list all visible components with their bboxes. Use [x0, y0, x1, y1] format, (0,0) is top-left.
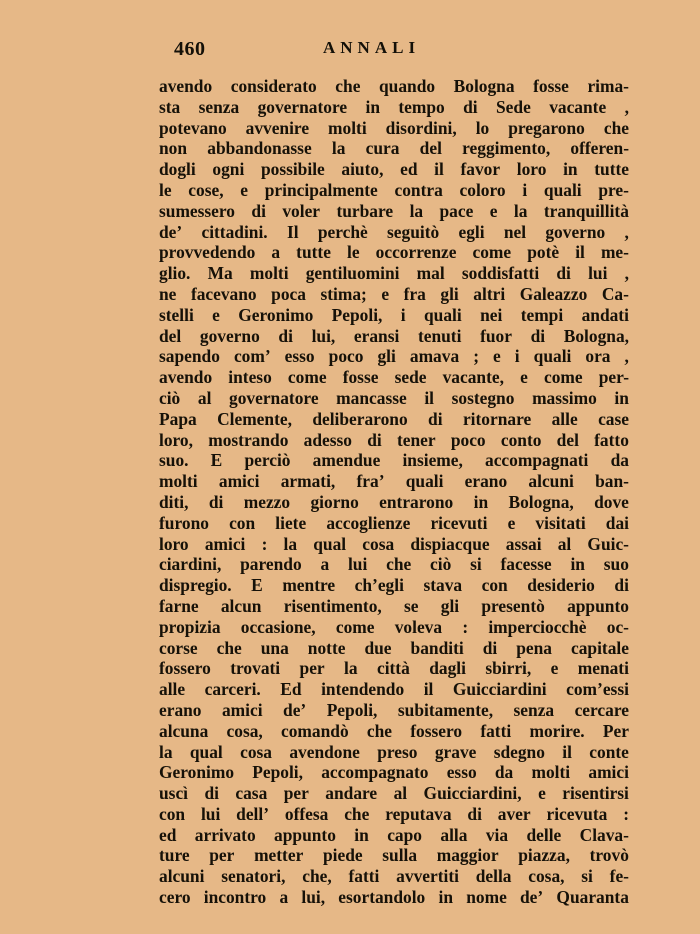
text-line: provvedendo a tutte le occorrenze come potè il me-	[159, 242, 629, 263]
text-line: la qual cosa avendone preso grave sdegno il conte	[159, 741, 629, 762]
text-line: ne facevano poca stima; e fra gli altri Galeazzo Ca-	[159, 283, 629, 304]
text-line: corse che una notte due banditi di pena capitale	[159, 637, 629, 658]
text-line: sta senza governatore in tempo di Sede vacante ,	[159, 96, 629, 117]
text-line: dispregio. E mentre ch’egli stava con desiderio di	[159, 575, 629, 596]
text-line: con lui dell’ offesa che reputava di aver ricevuta :	[159, 803, 629, 824]
text-line: sapendo com’ esso poco gli amava ; e i quali ora ,	[159, 346, 629, 367]
text-line: ciò al governatore mancasse il sostegno massimo in	[159, 387, 629, 408]
text-line: ture per metter piede sulla maggior piazza, trovò	[159, 845, 629, 866]
text-line: molti amici armati, fra’ quali erano alcuni ban-	[159, 471, 629, 492]
text-line: Papa Clemente, deliberarono di ritornare alle case	[159, 408, 629, 429]
text-line: alcuni senatori, che, fatti avvertiti della cosa, si fe-	[159, 866, 629, 887]
running-head: ANNALI	[323, 38, 421, 57]
page-number: 460	[174, 38, 206, 60]
page-header	[174, 36, 628, 66]
text-line: furono con liete accoglienze ricevuti e visitati dai	[159, 512, 629, 533]
text-line: stelli e Geronimo Pepoli, i quali nei tempi andati	[159, 304, 629, 325]
text-line: non abbandonasse la cura del reggimento, offeren-	[159, 138, 629, 159]
text-line: alle carceri. Ed intendendo il Guicciardini com’essi	[159, 679, 629, 700]
text-line: alcuna cosa, comandò che fossero fatti morire. Per	[159, 720, 629, 741]
text-line: suo. E perciò amendue insieme, accompagnati da	[159, 450, 629, 471]
text-line: glio. Ma molti gentiluomini mal soddisfatti di lui ,	[159, 263, 629, 284]
text-line: potevano avvenire molti disordini, lo pregarono che	[159, 117, 629, 138]
text-line: erano amici de’ Pepoli, subitamente, senza cercare	[159, 699, 629, 720]
body-text	[159, 76, 629, 908]
text-line: loro amici : la qual cosa dispiacque assai al Guic-	[159, 533, 629, 554]
text-line: loro, mostrando adesso di tener poco conto del fatto	[159, 429, 629, 450]
text-line: uscì di casa per andare al Guicciardini, e risentirsi	[159, 783, 629, 804]
text-line: sumessero di voler turbare la pace e la tranquillità	[159, 200, 629, 221]
text-line: fossero trovati per la città dagli sbirri, e menati	[159, 658, 629, 679]
text-line: cero incontro a lui, esortandolo in nome de’ Quaranta	[159, 887, 629, 908]
text-line: dogli ogni possibile aiuto, ed il favor loro in tutte	[159, 159, 629, 180]
text-line: propizia occasione, come voleva : imperciocchè oc-	[159, 616, 629, 637]
text-line: diti, di mezzo giorno entrarono in Bologna, dove	[159, 491, 629, 512]
text-line: ciardini, parendo a lui che ciò si facesse in suo	[159, 554, 629, 575]
text-line: farne alcun risentimento, se gli presentò appunto	[159, 595, 629, 616]
text-line: avendo considerato che quando Bologna fosse rima-	[159, 76, 629, 96]
text-line: ed arrivato appunto in capo alla via delle Clava-	[159, 824, 629, 845]
text-line: avendo inteso come fosse sede vacante, e come per-	[159, 367, 629, 388]
text-line: del governo di lui, eransi tenuti fuor di Bologna,	[159, 325, 629, 346]
text-line: le cose, e principalmente contra coloro i quali pre-	[159, 179, 629, 200]
text-line: de’ cittadini. Il perchè seguitò egli nel governo ,	[159, 221, 629, 242]
text-line: Geronimo Pepoli, accompagnato esso da molti amici	[159, 762, 629, 783]
